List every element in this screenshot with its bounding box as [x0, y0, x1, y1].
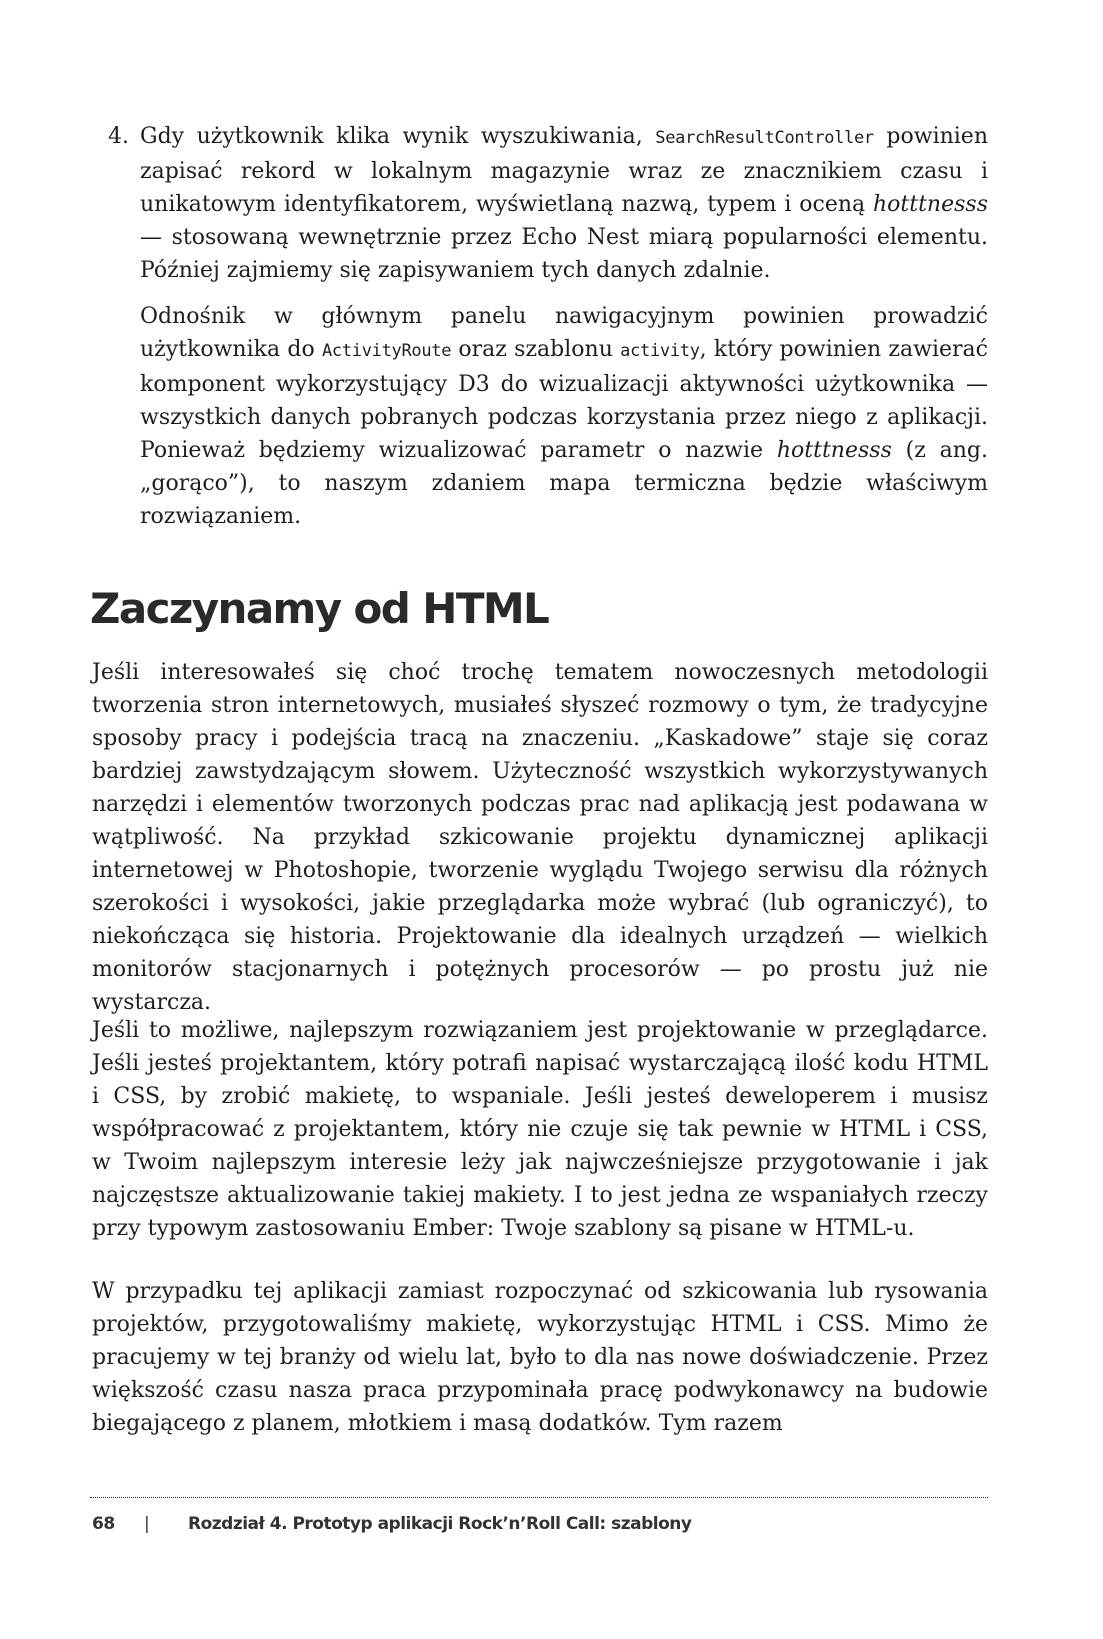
paragraph-text-part: (z ang. „gorąco”), to naszym zdaniem mapa termiczna będzie właściwym rozwiązaniem. [140, 438, 988, 529]
paragraph-text-part: , który powinien zawierać komponent wykorzystujący D3 do wizualizacji aktywności użytkownika — wszystkich danych pobranych podczas korzystania przez niego z aplikacji. Ponieważ będziemy wizualizować parametr o nazwie [140, 337, 988, 463]
footer-separator: | [144, 1514, 150, 1534]
list-item-text-part: powinien zapisać rekord w lokalnym magazynie wraz ze znacznikiem czasu i unikatowym identyfikatorem, wyświetlaną nazwą, typem i oceną [140, 124, 988, 217]
emphasis-hotttnesss: hotttnesss [873, 192, 988, 217]
emphasis-hotttnesss: hotttnesss [776, 438, 892, 463]
body-paragraph-2: Jeśli to możliwe, najlepszym rozwiązaniem jest projektowanie w przeglądarce. Jeśli jesteś projektantem, który potrafi napisać wystarczającą ilość kodu HTML i CSS, by zrobić makietę, to wspaniale. Jeśli jesteś deweloperem i musisz współpracować z projektantem, który nie czuje się tak pewnie w HTML i CSS, w Twoim najlepszym interesie leży jak najwcześniejsze przygotowanie i jak najczęstsze aktualizowanie takiej makiety. I to jest jedna ze wspaniałych rzeczy przy typowym zastosowaniu Ember: Twoje szablony są pisane w HTML-u. [92, 1018, 988, 1241]
paragraph-text-part: Odnośnik w głównym panelu nawigacyjnym powinien prowadzić użytkownika do [140, 304, 988, 362]
numbered-list-item [108, 120, 988, 287]
footer-divider [90, 1497, 988, 1498]
paragraph-text-part: oraz szablonu [451, 337, 621, 362]
inline-code-activity: activity [620, 341, 700, 361]
inline-code-search-result-controller: SearchResultController [655, 128, 874, 148]
page-number: 68 [92, 1514, 115, 1534]
list-item-text-part: — stosowaną wewnętrznie przez Echo Nest miarą popularności elementu. Później zajmiemy się zapisywaniem tych danych zdalnie. [140, 225, 988, 283]
section-heading: Zaczynamy od HTML [90, 584, 549, 633]
body-paragraph-1: Jeśli interesowałeś się choć trochę tematem nowoczesnych metodologii tworzenia stron internetowych, musiałeś słyszeć rozmowy o tym, że tradycyjne sposoby pracy i podejścia tracą na znaczeniu. „Kaskadowe” staje się coraz bardziej zawstydzającym słowem. Użyteczność wszystkich wykorzystywanych narzędzi i elementów tworzonych podczas prac nad aplikacją jest podawana w wątpliwość. Na przykład szkicowanie projektu dynamicznej aplikacji internetowej w Photoshopie, tworzenie wyglądu Twojego serwisu dla różnych szerokości i wysokości, jakie przeglądarka może wybrać (lub ograniczyć), to niekończąca się historia. Projektowanie dla idealnych urządzeń — wielkich monitorów stacjonarnych i potężnych procesorów — po prostu już nie wystarcza. [92, 660, 988, 1015]
indented-paragraph [140, 300, 988, 533]
page-footer [92, 1514, 691, 1534]
chapter-title: Rozdział 4. Prototyp aplikacji Rock’n’Roll Call: szablony [188, 1514, 692, 1534]
list-item-number: 4. [108, 124, 129, 149]
list-item-text [140, 120, 988, 287]
body-paragraph-3: W przypadku tej aplikacji zamiast rozpoczynać od szkicowania lub rysowania projektów, przygotowaliśmy makietę, wykorzystując HTML i CSS. Mimo że pracujemy w tej branży od wielu lat, było to dla nas nowe doświadczenie. Przez większość czasu nasza praca przypominała pracę podwykonawcy na budowie biegającego z planem, młotkiem i masą dodatków. Tym razem [92, 1279, 988, 1436]
list-item-text-part: Gdy użytkownik klika wynik wyszukiwania, [140, 124, 656, 149]
inline-code-activity-route: ActivityRoute [321, 341, 452, 361]
